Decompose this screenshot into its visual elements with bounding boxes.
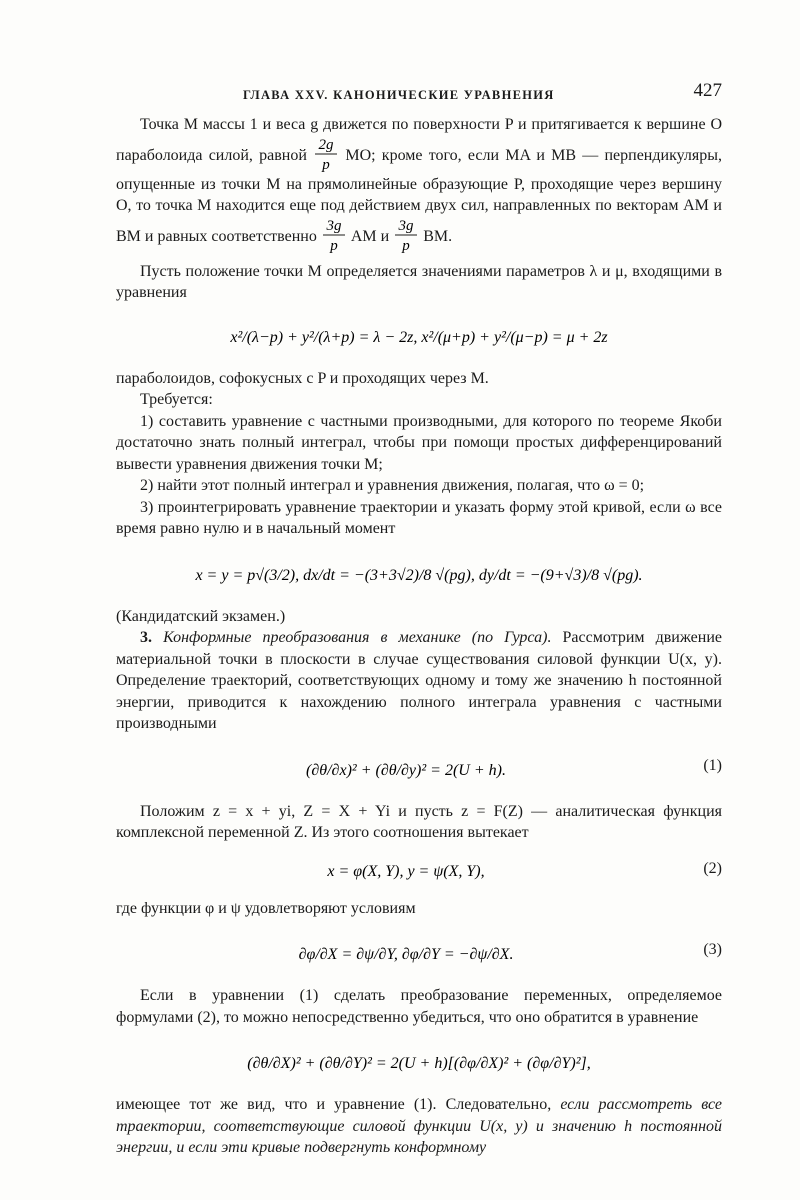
- paragraph-problem-statement: [116, 114, 722, 255]
- equation-paraboloids-text: x²/(λ−p) + y²/(λ+p) = λ − 2z, x²/(μ+p) + y²/(μ−p) = μ + 2z: [230, 328, 608, 346]
- paragraph-exam-note: (Кандидатский экзамен.): [116, 607, 286, 625]
- equation-1-number: (1): [703, 756, 722, 774]
- p1-text-b: MO; кроме того, если MA и MB — перпендикуляры, опущенные из точки M на прямолинейные образующие P, проходящие через вершину O, то точка M находится еще под действием двух сил, направленных по векторам AM и BM и равных соответственно: [116, 146, 723, 245]
- equation-1-text: (∂θ/∂x)² + (∂θ/∂y)² = 2(U + h).: [306, 761, 506, 779]
- running-header: [116, 80, 722, 114]
- item-3: 3) проинтегрировать уравнение траектории и указать форму этой кривой, если ω все время равно нулю и в начальный момент: [116, 498, 722, 537]
- page-number: 427: [693, 80, 722, 101]
- paragraph-parameters: Пусть положение точки M определяется значениями параметров λ и μ, входящими в уравнения: [116, 262, 722, 301]
- fraction-3g-p-1: [321, 217, 347, 255]
- frac-num: 3g: [326, 217, 342, 234]
- item-2: 2) найти этот полный интеграл и уравнения движения, полагая, что ω = 0;: [140, 477, 645, 494]
- section-text: Рассмотрим движение материальной точки в плоскости в случае существования силовой функции U(x, y). Определение траекторий, соответствующих одному и тому же значению h постоянной энергии, приводится к нахождению полного интеграла уравнения с частными производными: [116, 629, 722, 732]
- paragraph-confocal: параболоидов, софокусных с P и проходящих через M.: [116, 369, 489, 387]
- section-number: 3.: [140, 629, 152, 646]
- conclusion-text-a: имеющее тот же вид, что и уравнение (1). Следовательно,: [116, 1096, 552, 1113]
- conclusion-text-b: если рассмотреть все траектории, соответствующие силовой функции U(x, y) и значению h постоянной энергии, и если эти кривые подвергнуть конформному: [116, 1096, 723, 1156]
- equation-3-text: ∂φ/∂X = ∂ψ/∂Y, ∂φ/∂Y = −∂ψ/∂X.: [298, 946, 514, 963]
- equation-2-number: (2): [703, 859, 722, 877]
- frac-den: p: [322, 156, 330, 173]
- page: [116, 80, 722, 1159]
- p1-text-d: BM.: [423, 227, 453, 245]
- p1-text-c: AM и: [350, 227, 390, 245]
- frac-den: p: [402, 237, 410, 254]
- equation-4-text: (∂θ/∂X)² + (∂θ/∂Y)² = 2(U + h)[(∂φ/∂X)² + (∂φ/∂Y)²],: [247, 1055, 591, 1072]
- frac-num: 3g: [398, 217, 414, 234]
- frac-den: p: [330, 237, 338, 254]
- paragraph-conclusion: [116, 1094, 722, 1159]
- equation-3-number: (3): [703, 941, 722, 958]
- equation-1: [116, 745, 722, 791]
- p1-text-a: Точка M массы 1 и веса g движется по поверхности P и притягивается к вершине O параболоида силой, равной: [116, 116, 722, 164]
- equation-2-text: x = φ(X, Y), y = ψ(X, Y),: [327, 862, 485, 880]
- equation-initial-text: x = y = p√(3/2), dx/dt = −(3+3√2)/8 √(pg), dy/dt = −(9+√3)/8 √(pg).: [195, 566, 643, 584]
- item-1: 1) составить уравнение с частными производными, для которого по теореме Якоби достаточно знать полный интеграл, чтобы при помощи простых дифференцирований вывести уравнения движения точки M;: [116, 412, 722, 473]
- paragraph-required: Требуется:: [140, 391, 213, 408]
- equation-3: [116, 929, 722, 975]
- frac-num: 2g: [318, 136, 334, 153]
- equation-2: [116, 854, 722, 888]
- equation-paraboloids: [116, 314, 722, 358]
- fraction-3g-p-2: [393, 217, 419, 255]
- equation-4: [116, 1038, 722, 1084]
- chapter-title: ГЛАВА XXV. КАНОНИЧЕСКИЕ УРАВНЕНИЯ: [243, 88, 555, 102]
- paragraph-conditions: где функции φ и ψ удовлетворяют условиям: [116, 899, 416, 917]
- section-title: Конформные преобразования в механике (по Гурса).: [163, 629, 552, 646]
- paragraph-substitution: Положим z = x + yi, Z = X + Yi и пусть z = F(Z) — аналитическая функция комплексной переменной Z. Из этого соотношения вытекает: [116, 802, 722, 841]
- fraction-2g-p: [313, 136, 339, 174]
- paragraph-section-3: [116, 627, 722, 735]
- equation-initial-conditions: [116, 550, 722, 596]
- paragraph-transform: Если в уравнении (1) сделать преобразование переменных, определяемое формулами (2), то можно непосредственно убедиться, что оно обратится в уравнение: [116, 987, 722, 1026]
